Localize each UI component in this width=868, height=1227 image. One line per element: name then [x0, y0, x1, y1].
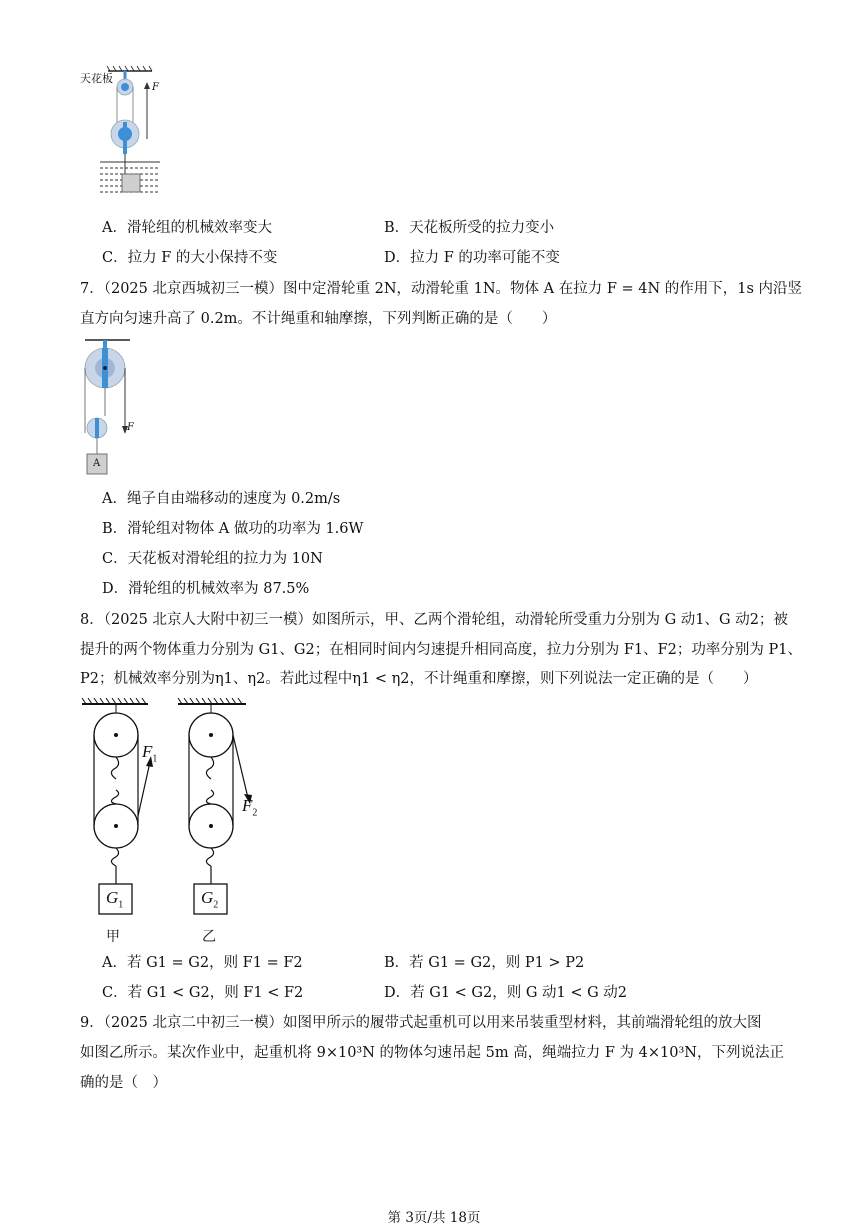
q8-stem-line3: P2；机械效率分别为η1、η2。若此过程中η1 < η2，不计绳重和摩擦，则下列说法一定正确的是（ ） — [80, 671, 758, 687]
q6-option-a[interactable]: A．滑轮组的机械效率变大 — [102, 220, 272, 236]
q7-pulley-figure — [80, 338, 170, 480]
q7-force-label: F — [127, 422, 134, 433]
q8-f2-label: $F_2$ — [242, 796, 258, 819]
q7-option-a[interactable]: A．绳子自由端移动的速度为 0.2m/s — [102, 491, 341, 507]
q9-stem-line2: 如图乙所示。某次作业中，起重机将 9×10³N 的物体匀速吊起 5m 高，绳端拉力 F 为 4×10³N，下列说法正 — [80, 1045, 784, 1061]
q7-option-d[interactable]: D．滑轮组的机械效率为 87.5% — [102, 581, 310, 597]
q8-option-d[interactable]: D．若 G1 < G2，则 G 动1 < G 动2 — [384, 985, 628, 1001]
q8-pulley-figure — [78, 698, 278, 948]
q6-force-label: F — [152, 82, 159, 93]
q9-stem-line3: 确的是（ ） — [80, 1075, 167, 1091]
q6-option-c[interactable]: C．拉力 F 的大小保持不变 — [102, 250, 278, 266]
q8-pulley-diagram — [78, 698, 278, 948]
q6-option-d[interactable]: D．拉力 F 的功率可能不变 — [384, 250, 560, 266]
q8-g1-label: $G_1$ — [106, 888, 124, 911]
q8-caption-yi: 乙 — [202, 929, 216, 945]
q8-caption-jia: 甲 — [106, 929, 120, 945]
q8-g2-label: $G_2$ — [201, 888, 219, 911]
q7-option-c[interactable]: C．天花板对滑轮组的拉力为 10N — [102, 551, 323, 567]
q8-option-b[interactable]: B．若 G1 = G2，则 P1 > P2 — [384, 955, 585, 971]
q8-option-c[interactable]: C．若 G1 < G2，则 F1 < F2 — [102, 985, 304, 1001]
q8-stem-line1: 8．（2025 北京人大附中初三一模）如图所示，甲、乙两个滑轮组，动滑轮所受重力分别为 G 动1、G 动2；被 — [80, 612, 788, 628]
q6-option-b[interactable]: B．天花板所受的拉力变小 — [384, 220, 555, 236]
q7-block-label: A — [93, 458, 101, 469]
q8-option-a[interactable]: A．若 G1 = G2，则 F1 = F2 — [102, 955, 303, 971]
q7-stem-line1: 7．（2025 北京西城初三一模）图中定滑轮重 2N，动滑轮重 1N。物体 A 在拉力 F = 4N 的作用下，1s 内沿竖 — [80, 281, 803, 297]
q7-option-b[interactable]: B．滑轮组对物体 A 做功的功率为 1.6W — [102, 521, 364, 537]
ceiling-label: 天花板 — [80, 72, 113, 85]
page-footer: 第 3页/共 18页 — [387, 1210, 481, 1226]
q8-stem-line2: 提升的两个物体重力分别为 G1、G2；在相同时间内匀速提升相同高度，拉力分别为 F1、F2；功率分别为 P1、 — [80, 642, 802, 658]
q6-pulley-figure — [80, 64, 180, 204]
q8-f1-label: $F_1$ — [142, 742, 158, 765]
q7-stem-line2: 直方向匀速升高了 0.2m。不计绳重和轴摩擦，下列判断正确的是（ ） — [80, 311, 557, 327]
q9-stem-line1: 9．（2025 北京二中初三一模）如图甲所示的履带式起重机可以用来吊装重型材料，其前端滑轮组的放大图 — [80, 1015, 762, 1031]
